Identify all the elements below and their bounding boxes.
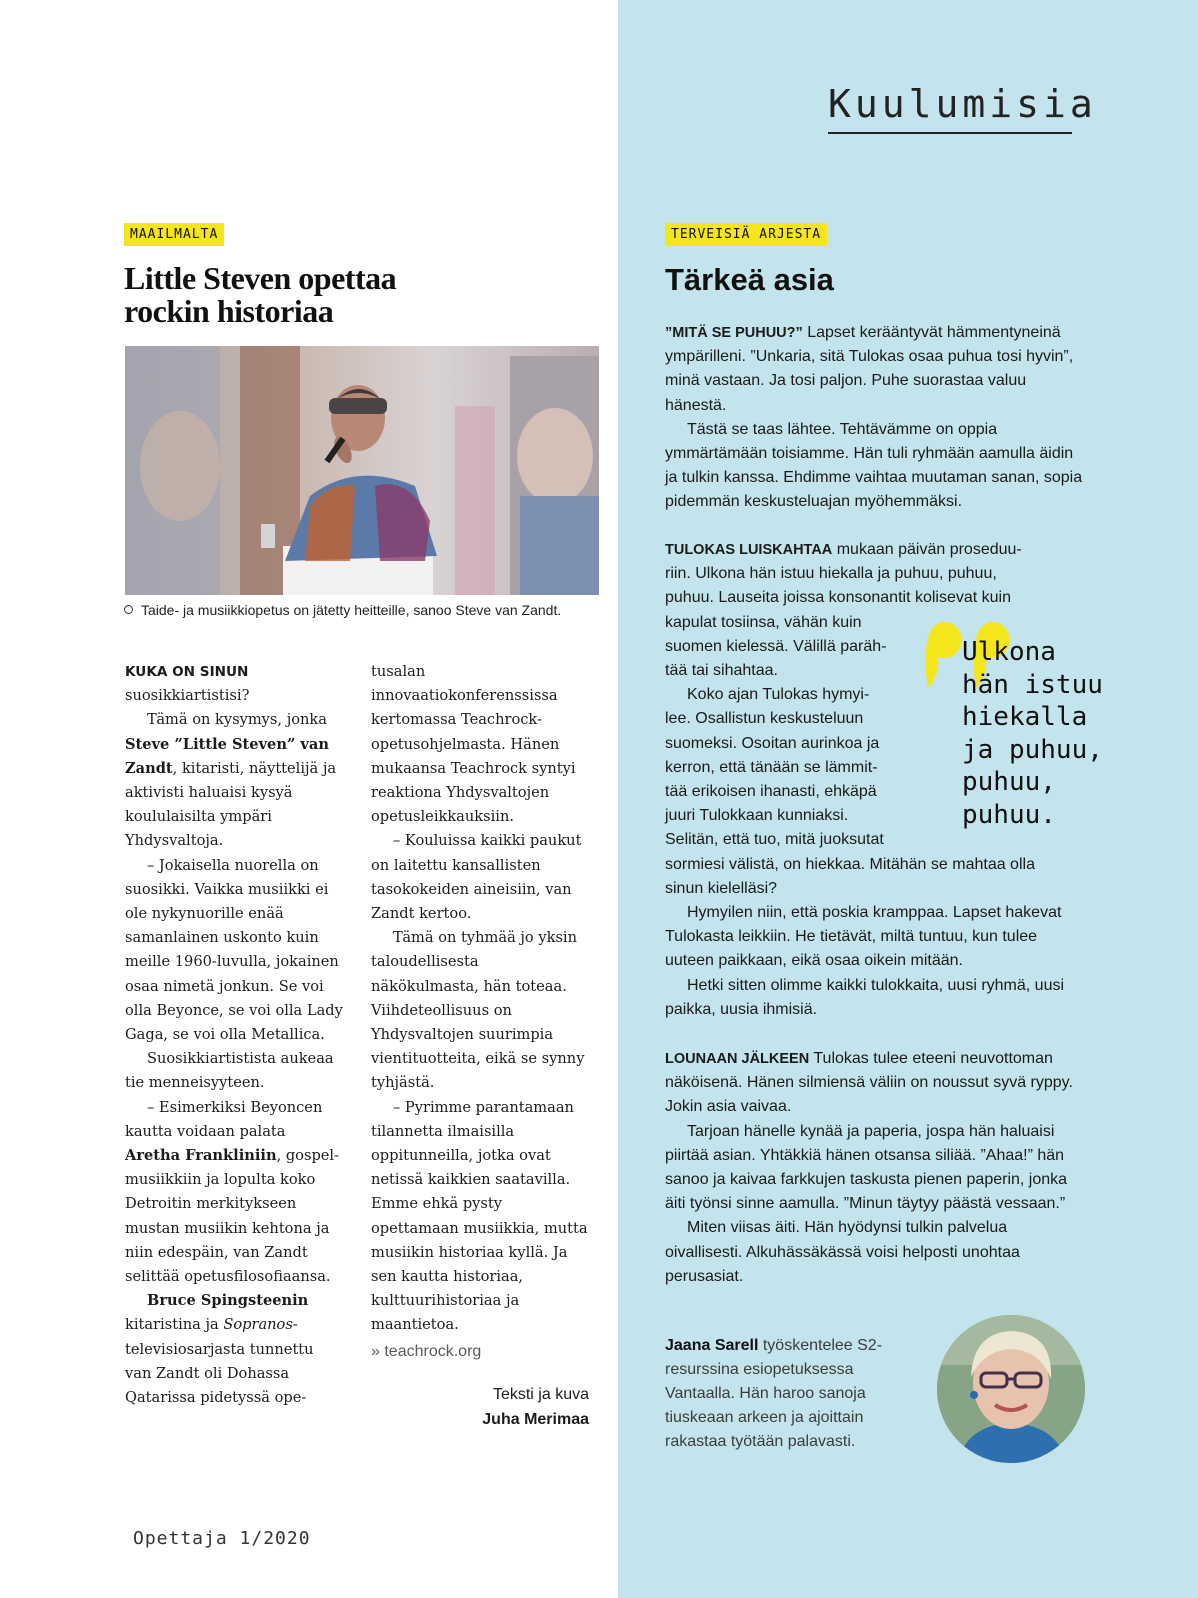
headline-line-2: rockin historiaa <box>124 293 334 329</box>
paragraph: – Jokaisella nuorella on suosikki. Vaikka musiikki ei ole nykynuorille enää samanlainen uskonto kuin meille 1960-luvulla, jokainen osaa nimetä jonkun. Se voi olla Beyonce, se voi olla Lady Gaga, se voi olla Metallica. <box>125 856 343 1044</box>
left-article-column-2 <box>371 660 589 1432</box>
author-bio <box>665 1334 927 1454</box>
credit-name: Juha Merimaa <box>482 1410 589 1428</box>
pull-quote <box>962 636 1182 831</box>
text-line: juuri Tulokkaan kunniaksi. <box>665 807 849 825</box>
author-name: Jaana Sarell <box>665 1337 759 1354</box>
right-article-headline: Tärkeä asia <box>665 262 834 297</box>
section-title: Kuulumisia <box>828 82 1072 134</box>
pull-quote-line: Ulkona <box>962 637 1056 667</box>
text-line: tää tai sihahtaa. <box>665 662 778 680</box>
paragraph: Bruce Spingsteenin kitaristina ja Sopranos-televisiosarjasta tunnettu van Zandt oli Dohassa Qatarissa pidetyssä ope- <box>125 1292 314 1407</box>
text-line: tää erikoisen ihanasti, ehkäpä <box>665 783 877 801</box>
paragraph: Hymyilen niin, että poskia kramppaa. Lapset hakevat Tulokasta leikkiin. He tietävät, miltä tuntuu, kun tulee uuteen paikkaan, eikä osaa oikein mitään. <box>665 904 1062 970</box>
pull-quote-line: hän istuu <box>962 669 1103 700</box>
author-portrait-icon <box>937 1315 1085 1463</box>
paragraph: Tarjoan hänelle kynää ja paperia, jospa hän haluaisi piirtää asian. Yhtäkkiä hänen otsansa siliää. ”Ahaa!” hän sanoo ja kaivaa farkkujen taskusta pienen paperin, jonka äiti työnsi sinne aamulla. ”Minun täytyy päästä vessaan.” <box>665 1122 1068 1213</box>
text-line: TULOKAS LUISKAHTAA mukaan päivän proseduu- <box>665 541 1022 558</box>
text-line: riin. Ulkona hän istuu hiekalla ja puhuu, puhuu, <box>665 565 997 583</box>
author-bio-text: työskentelee S2-resurssina esiopetuksessa Vantaalla. Hän haroo sanoja tiuskeaan arkeen ja ajoittain rakastaa työtään palavasti. <box>665 1337 883 1450</box>
article-photo <box>125 346 599 595</box>
paragraph: Hetki sitten olimme kaikki tulokkaita, uusi ryhmä, uusi paikka, uusia ihmisiä. <box>665 976 1065 1018</box>
link-arrow-icon: » <box>371 1342 380 1360</box>
paragraph: Tästä se taas lähtee. Tehtävämme on oppia ymmärtämään toisiamme. Hän tuli ryhmään aamulla äidin ja tulkin kanssa. Ehdimme vaihtaa muutaman sanan, sopia pidemmän keskusteluajan myöhemmäksi. <box>665 420 1083 511</box>
pull-quote-line: puhuu, <box>962 767 1056 797</box>
caption-text: Taide- ja musiikkiopetus on jätetty heitteille, sanoo Steve van Zandt. <box>141 602 562 618</box>
credit-label: Teksti ja kuva <box>492 1385 589 1403</box>
teachrock-link[interactable]: » teachrock.org <box>371 1342 482 1360</box>
left-article-column-1 <box>125 660 343 1410</box>
text-line: sormiesi välistä, on hiekkaa. Mitähän se mahtaa olla <box>665 855 1035 873</box>
paragraph: Suosikkiartistista aukeaa tie menneisyyteen. <box>125 1050 334 1092</box>
paragraph: – Pyrimme parantamaan tilannetta ilmaisilla oppitunneilla, jotka ovat netissä kaikkien saatavilla. Emme ehkä pysty opettamaan musiikkia, mutta musiikin historiaa kyllä. Ja sen kautta historiaa, kulttuurihistoriaa ja maantietoa. <box>371 1098 588 1334</box>
paragraph: ”MITÄ SE PUHUU?” Lapset kerääntyvät hämmentyneinä ympärilleni. ”Unkaria, sitä Tulokas osaa puhua tosi hyvin”, minä vastaan. Ja tosi paljon. Puhe suorastaa valuu hänestä. <box>665 324 1074 414</box>
text-line: Koko ajan Tulokas hymyi- <box>687 686 870 704</box>
right-article-tag: TERVEISIÄ ARJESTA <box>665 223 827 246</box>
photo-caption <box>124 602 614 618</box>
paragraph: – Esimerkiksi Beyoncen kautta voidaan palata Aretha Frankliniin, gospel-musiikkiin ja lopulta koko Detroitin merkitykseen mustan musiikin kehtona ja niin edespäin, van Zandt selittää opetusfilosofiaansa. <box>125 1098 340 1286</box>
headline-line-1: Little Steven opettaa <box>124 260 397 296</box>
pull-quote-line: ja puhuu, <box>962 734 1103 765</box>
right-section-3 <box>665 1047 1085 1289</box>
paragraph: Miten viisas äiti. Hän hyödynsi tulkin palvelua oivallisesti. Alkuhässäkässä voisi helposti unohtaa perusasiat. <box>665 1219 1020 1285</box>
paragraph: tusalan innovaatiokonferenssissa kertomassa Teachrock-opetusohjelmasta. Hänen mukaansa Teachrock syntyi reaktiona Yhdysvaltojen opetusleikkauksiin. <box>371 663 576 826</box>
left-article-tag: MAAILMALTA <box>124 223 224 246</box>
text-line: puhuu. Lauseita joissa konsonantit kolisevat kuin <box>665 589 1011 607</box>
paragraph: Tämä on tyhmää jo yksin taloudellisesta näkökulmasta, hän toteaa. Viihdeteollisuus on Yhdysvaltojen suurimpia vientituotteita, eikä se synny tyhjästä. <box>371 929 585 1092</box>
caption-bullet-icon <box>124 605 133 614</box>
photo-of-speaker-with-microphone-icon <box>125 346 599 595</box>
text-line: kapulat tosiinsa, vähän kuin <box>665 613 862 631</box>
avatar <box>937 1315 1085 1463</box>
paragraph: Tämä on kysymys, jonka Steve ”Little Steven” van Zandt, kitaristi, näyttelijä ja aktivisti haluaisi kysyä koululaisilta ympäri Yhdysvaltoja. <box>125 711 337 850</box>
paragraph: LOUNAAN JÄLKEEN Tulokas tulee eteeni neuvottoman näköisenä. Hänen silmiensä väliin on noussut syvä ryppy. Jokin asia vaivaa. <box>665 1050 1073 1116</box>
text-line: suomen kielessä. Välillä paräh- <box>665 637 887 655</box>
paragraph: KUKA ON SINUN suosikkiartistisi? <box>125 664 250 705</box>
article-credit <box>371 1382 589 1432</box>
right-section-1 <box>665 321 1085 515</box>
paragraph: – Kouluissa kaikki paukut on laitettu kansallisten tasokokeiden aineisiin, van Zandt kertoo. <box>371 832 582 923</box>
pull-quote-line: hiekalla <box>962 702 1088 732</box>
pull-quote-line: puhuu. <box>962 799 1056 830</box>
page-footer: Opettaja 1/2020 <box>133 1528 311 1549</box>
text-line: Selitän, että tuo, mitä juoksutat <box>665 831 884 849</box>
text-line: sinun kielelläsi? <box>665 879 778 897</box>
text-line: lee. Osallistun keskusteluun <box>665 710 864 728</box>
text-line: kerron, että tänään se lämmit- <box>665 758 878 776</box>
left-article-headline <box>124 262 564 328</box>
text-line: suomeksi. Osoitan aurinkoa ja <box>665 734 880 752</box>
